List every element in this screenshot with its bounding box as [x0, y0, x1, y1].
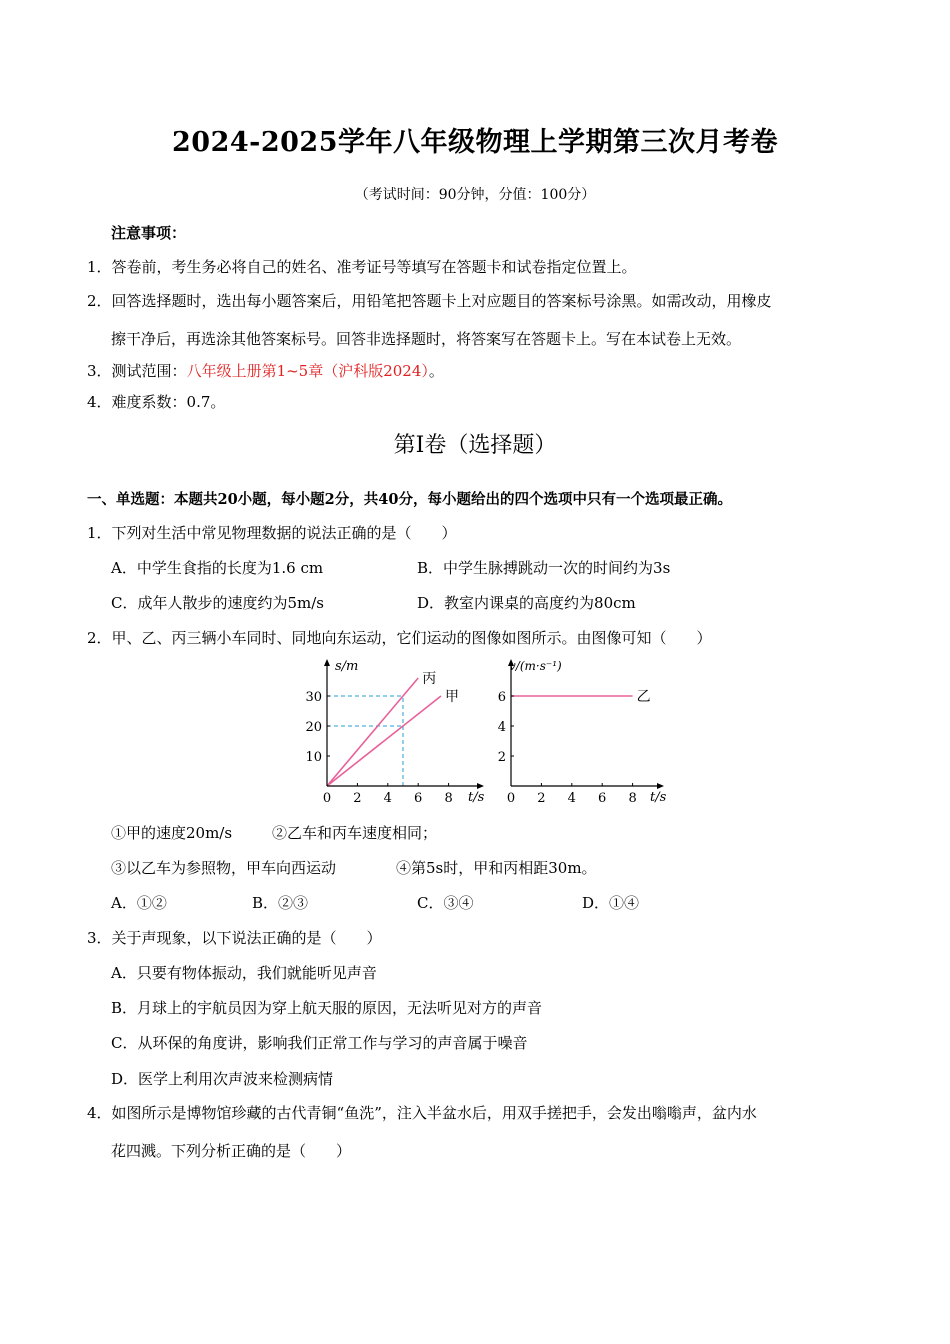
- vt-ylabel: v/(m·s⁻¹): [509, 659, 562, 673]
- q2-option-b: B．②③: [252, 894, 309, 912]
- vt-xlabel: t/s: [650, 790, 667, 805]
- vt-xtick-6: 6: [598, 791, 607, 805]
- note-4: [87, 391, 225, 412]
- q2-option-d: D．①④: [582, 894, 640, 912]
- note-1-text: 答卷前，考生务必将自己的姓名、准考证号等填写在答题卡和试卷指定位置上。: [111, 258, 637, 276]
- q2-num: 2．: [87, 629, 112, 647]
- q4-num: 4．: [87, 1104, 112, 1122]
- st-chart: [300, 655, 495, 805]
- note-3: [87, 360, 444, 381]
- st-xtick-8: 8: [444, 791, 453, 805]
- note-2: [87, 290, 772, 311]
- st-line-0: [327, 678, 418, 786]
- q3-text: 关于声现象，以下说法正确的是（ ）: [111, 929, 382, 947]
- vt-xtick-8: 8: [628, 791, 637, 805]
- section-instruction: 一、单选题：本题共20小题，每小题2分，共40分，每小题给出的四个选项中只有一个选项最正确。: [87, 491, 732, 508]
- q2-option-a: A．①②: [111, 894, 167, 912]
- vt-xtick-0: 0: [506, 791, 516, 805]
- st-series: [327, 671, 459, 786]
- q3-option-b: B．月球上的宇航员因为穿上航天服的原因，无法听见对方的声音: [111, 999, 543, 1017]
- q2-statement-1: ①甲的速度20m/s: [111, 824, 233, 842]
- q2-option-c: C．③④: [417, 894, 474, 912]
- vt-x-arrow: [657, 783, 664, 789]
- st-xtick-6: 6: [414, 791, 423, 805]
- note-2-num: 2．: [87, 292, 112, 310]
- st-xtick-2: 2: [353, 791, 362, 805]
- q3-option-a: A．只要有物体振动，我们就能听见声音: [111, 964, 377, 982]
- exam-title: 2024-2025学年八年级物理上学期第三次月考卷: [172, 127, 778, 158]
- note-3-prefix: 测试范围：: [111, 362, 187, 380]
- st-y-arrow: [324, 659, 330, 666]
- st-series-label-0: 丙: [422, 671, 437, 687]
- st-ylabel: s/m: [335, 659, 359, 674]
- note-2-cont: 擦干净后，再选涂其他答案标号。回答非选择题时，将答案写在答题卡上。写在本试卷上无效。: [111, 330, 742, 348]
- st-x-arrow: [477, 783, 484, 789]
- q1-option-c: C．成年人散步的速度约为5m/s: [111, 594, 324, 612]
- st-ytick-10: 10: [305, 750, 322, 765]
- q2-statement-3: ③以乙车为参照物，甲车向西运动: [111, 859, 337, 877]
- q2-text: 甲、乙、丙三辆小车同时、同地向东运动，它们运动的图像如图所示。由图像可知（ ）: [111, 629, 712, 647]
- q4-stem: [87, 1102, 757, 1123]
- q2-statement-4: ④第5s时，甲和丙相距30m。: [396, 859, 597, 877]
- q3-option-c: C．从环保的角度讲，影响我们正常工作与学习的声音属于噪音: [111, 1034, 528, 1052]
- q4-text: 如图所示是博物馆珍藏的古代青铜“鱼洗”，注入半盆水后，用双手搓把手，会发出嗡嗡声，盆内水: [111, 1104, 757, 1122]
- note-4-text: 难度系数：0.7。: [111, 393, 226, 411]
- st-ytick-20: 20: [305, 720, 322, 735]
- q1-option-b: B．中学生脉搏跳动一次的时间约为3s: [417, 559, 671, 577]
- note-3-num: 3．: [87, 362, 112, 380]
- q1-num: 1．: [87, 524, 112, 542]
- note-3-range: 八年级上册第1~5章（沪科版2024）: [186, 362, 429, 380]
- vt-ytick-6: 6: [497, 690, 506, 705]
- st-xtick-0: 0: [322, 791, 332, 805]
- vt-ticks: [498, 690, 637, 805]
- st-ytick-30: 30: [305, 690, 322, 705]
- note-2-text: 回答选择题时，选出每小题答案后，用铅笔把答题卡上对应题目的答案标号涂黑。如需改动，用橡皮: [111, 292, 772, 310]
- vt-ytick-4: 4: [497, 720, 506, 735]
- vt-chart: [485, 655, 675, 805]
- vt-series: [511, 689, 651, 705]
- st-xtick-4: 4: [383, 791, 392, 805]
- vt-ytick-2: 2: [497, 750, 506, 765]
- q2-statement-2: ②乙车和丙车速度相同；: [272, 824, 438, 842]
- st-series-label-1: 甲: [445, 689, 459, 705]
- exam-subtitle: （考试时间：90分钟，分值：100分）: [354, 187, 596, 203]
- q1-text: 下列对生活中常见物理数据的说法正确的是（ ）: [111, 524, 457, 542]
- notes-heading: 注意事项：: [111, 224, 187, 242]
- q3-num: 3．: [87, 929, 112, 947]
- q2-stem: [87, 627, 712, 648]
- q1-option-a: A．中学生食指的长度为1.6 cm: [111, 559, 324, 577]
- section-title: 第Ⅰ卷（选择题）: [393, 433, 557, 458]
- q3-stem: [87, 927, 382, 948]
- vt-xtick-2: 2: [537, 791, 546, 805]
- q3-option-d: D．医学上利用次声波来检测病情: [111, 1070, 334, 1088]
- vt-series-label-0: 乙: [636, 689, 651, 705]
- vt-xtick-4: 4: [567, 791, 576, 805]
- note-1: [87, 256, 637, 277]
- note-4-num: 4．: [87, 393, 112, 411]
- note-3-suffix: 。: [428, 362, 444, 380]
- q1-stem: [87, 522, 457, 543]
- q4-stem-cont: 花四溅。下列分析正确的是（ ）: [111, 1142, 352, 1160]
- st-line-1: [327, 696, 441, 786]
- q1-option-d: D．教室内课桌的高度约为80cm: [417, 594, 636, 612]
- st-xlabel: t/s: [468, 790, 485, 805]
- note-1-num: 1．: [87, 258, 112, 276]
